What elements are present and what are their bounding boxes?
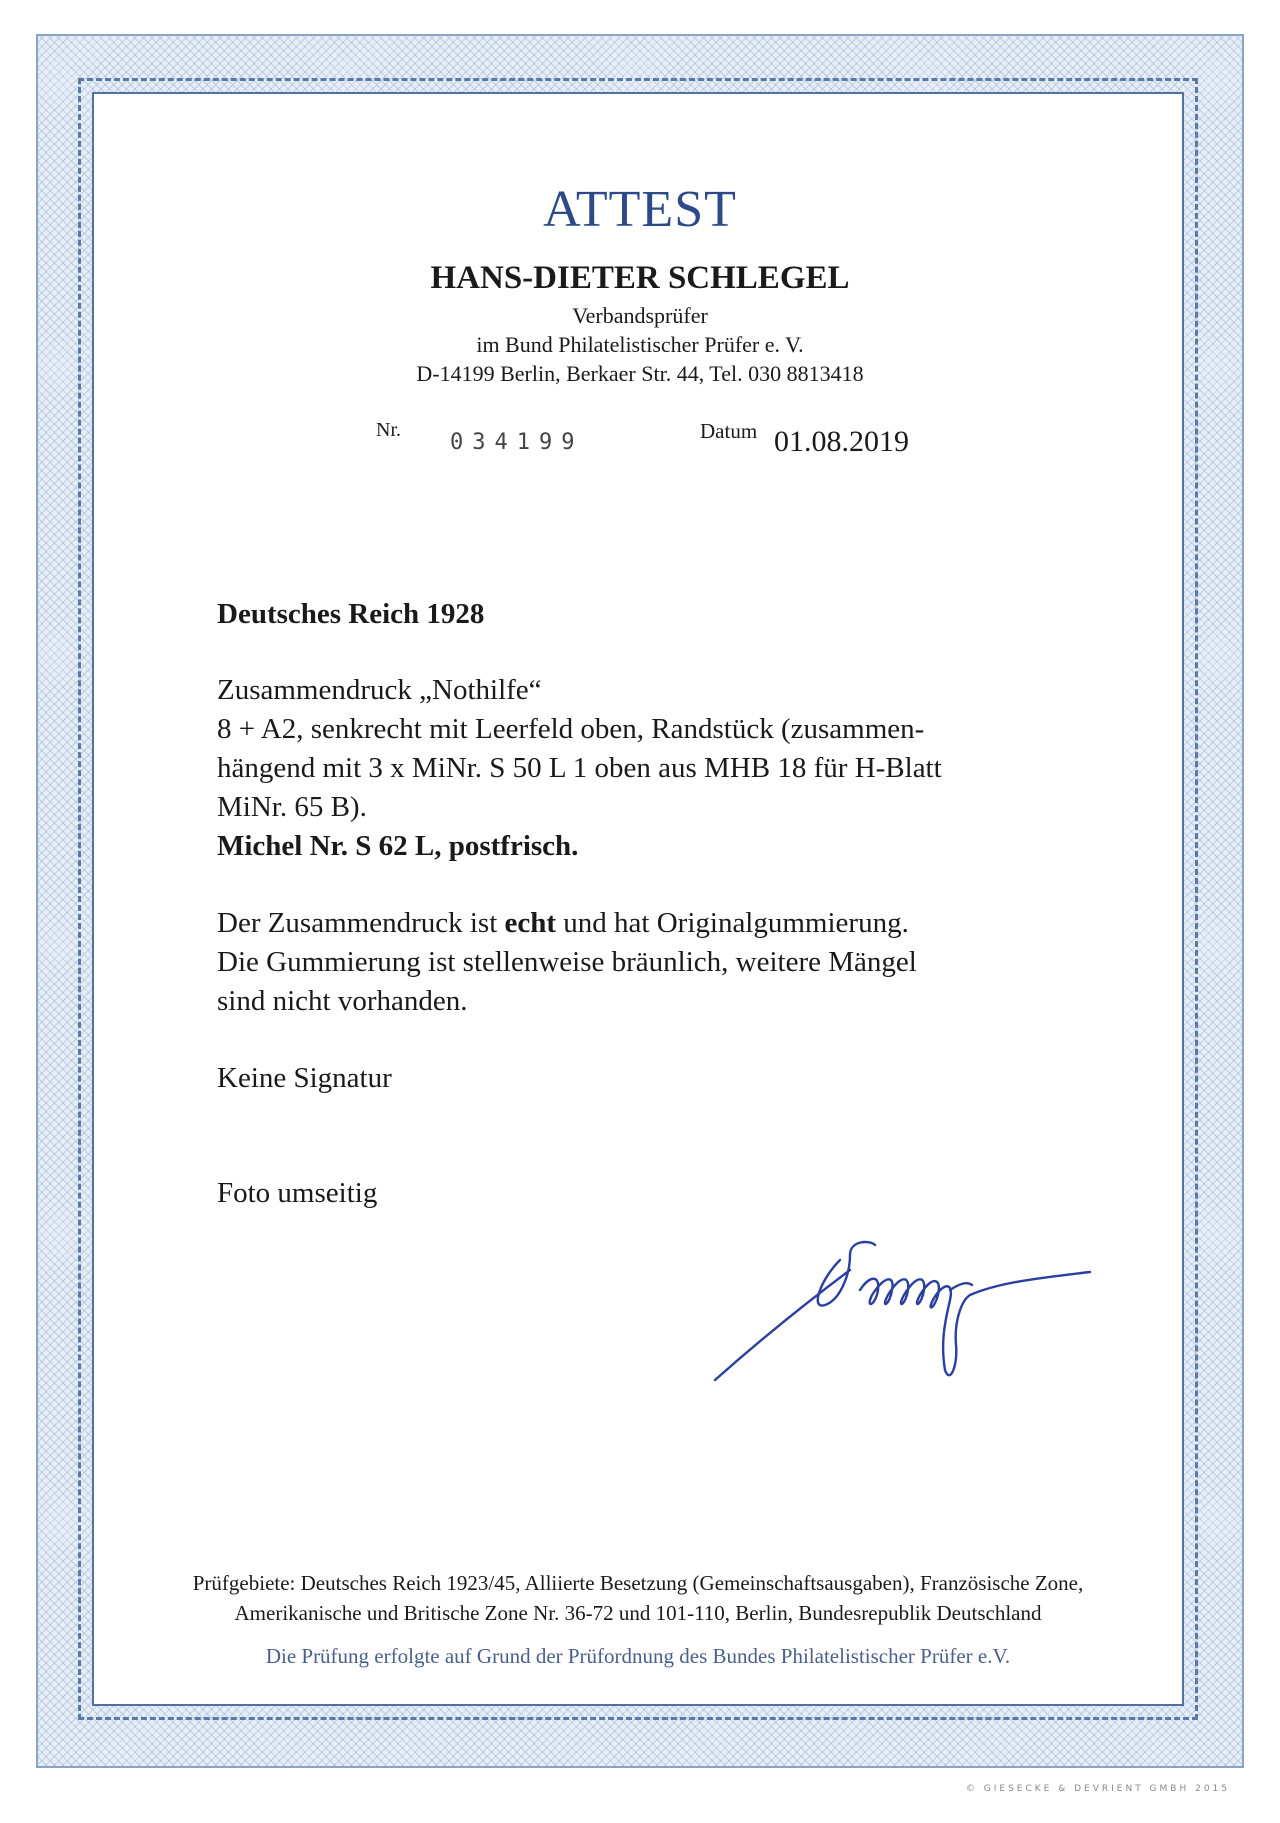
footer-regulation-note: Die Prüfung erfolgte auf Grund der Prüfordnung des Bundes Philatelistischer Prüfer e.V. [265, 1644, 1011, 1668]
footer-scope-line: Prüfgebiete: Deutsches Reich 1923/45, Alliierte Besetzung (Gemeinschaftsausgaben), Französische Zone, [192, 1571, 1084, 1595]
verdict-genuine: echt [504, 907, 557, 939]
date-label: Datum [700, 419, 758, 443]
examiner-name: HANS-DIETER SCHLEGEL [430, 260, 850, 296]
certificate-title: ATTEST [543, 181, 737, 238]
catalog-number: Michel Nr. S 62 L, postfrisch. [217, 830, 579, 862]
verdict-line [217, 906, 909, 941]
verdict-suffix: und hat Originalgummierung. [556, 907, 909, 939]
handwritten-signature [700, 1220, 1160, 1400]
examiner-address: D-14199 Berlin, Berkaer Str. 44, Tel. 030 8813418 [416, 361, 864, 386]
footer-scope-line: Amerikanische und Britische Zone Nr. 36-72 und 101-110, Berlin, Bundesrepublik Deutschland [234, 1601, 1042, 1625]
description-line: Zusammendruck „Nothilfe“ [217, 674, 542, 706]
item-heading: Deutsches Reich 1928 [217, 598, 485, 630]
signature-note: Keine Signatur [217, 1062, 392, 1094]
number-label: Nr. [376, 419, 401, 441]
description-line: MiNr. 65 B). [217, 791, 367, 823]
examiner-association: im Bund Philatelistischer Prüfer e. V. [476, 332, 804, 357]
condition-line: Die Gummierung ist stellenweise bräunlich, weitere Mängel [217, 946, 917, 978]
certificate-number: 034199 [450, 430, 584, 455]
photo-note: Foto umseitig [217, 1177, 378, 1209]
description-line: hängend mit 3 x MiNr. S 50 L 1 oben aus MHB 18 für H-Blatt [217, 752, 942, 784]
condition-line: sind nicht vorhanden. [217, 985, 468, 1017]
printer-copyright: © GIESECKE & DEVRIENT GMBH 2015 [965, 1784, 1230, 1794]
description-line: 8 + A2, senkrecht mit Leerfeld oben, Randstück (zusammen- [217, 713, 925, 745]
certificate-date: 01.08.2019 [774, 425, 909, 458]
examiner-role: Verbandsprüfer [572, 303, 708, 328]
verdict-prefix: Der Zusammendruck ist [217, 907, 505, 939]
